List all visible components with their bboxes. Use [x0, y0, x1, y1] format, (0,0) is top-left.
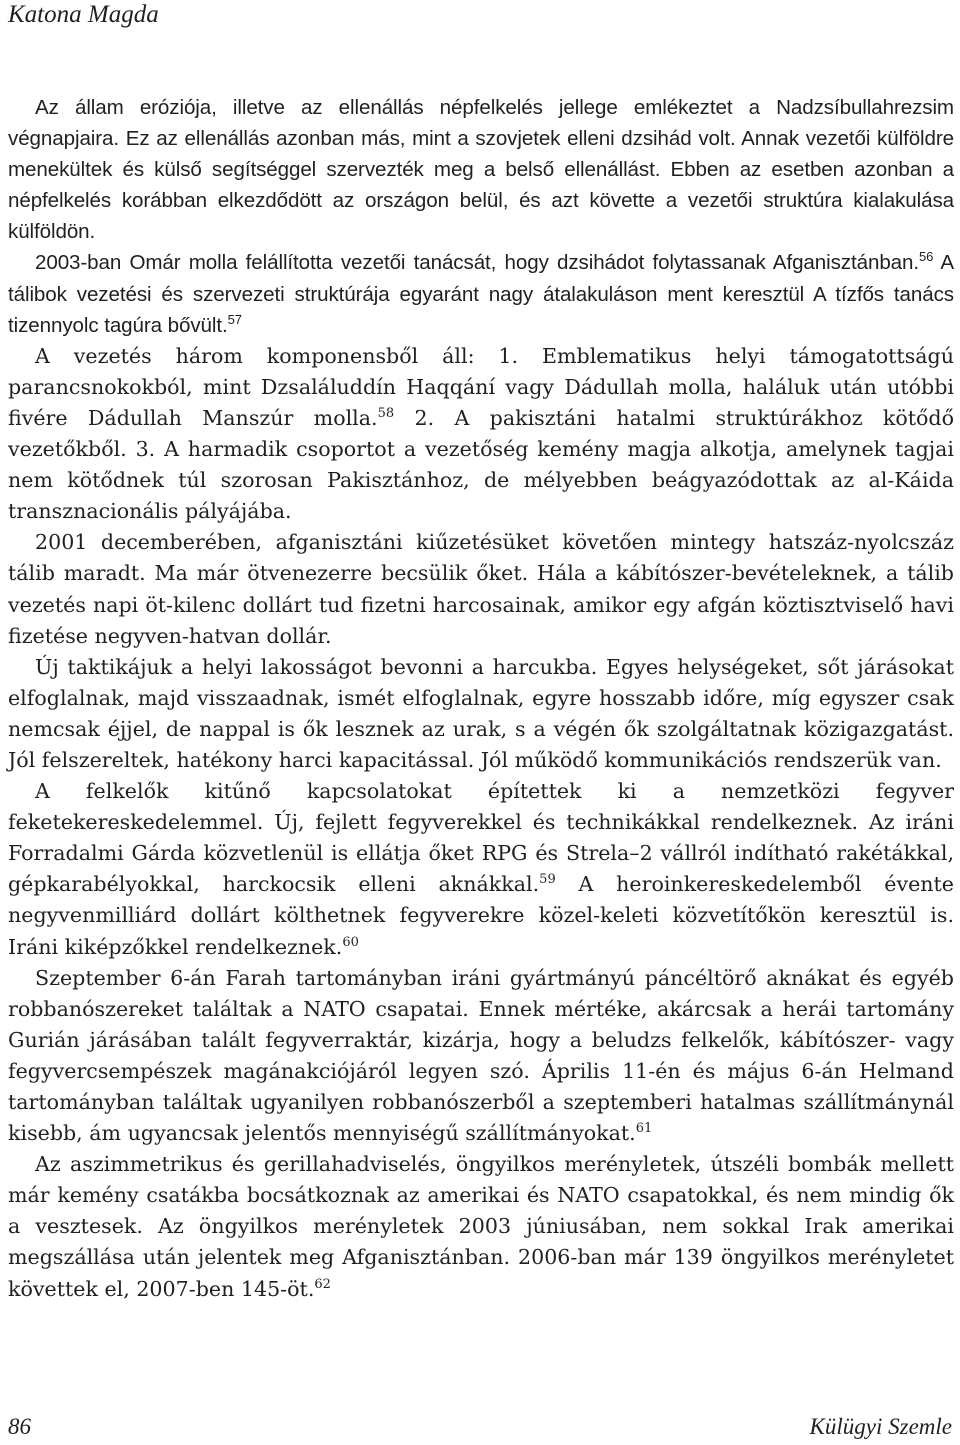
article-body — [8, 92, 954, 1305]
paragraph — [8, 247, 954, 340]
paragraph — [8, 341, 954, 528]
paragraph-text: Új taktikájuk a helyi lakosságot bevonni a harcukba. Egyes helységeket, sőt járásokat elfoglalnak, majd visszaadnak, ismét elfoglalnak, egyre hosszabb időre, míg egyszer csak nemcsak éjjel, de nappal is ők lesznek az urak, s a végén ők szolgáltatnak közigazgatást. Jól felszereltek, hatékony harci kapacitással. Jól működő kommunikációs rendszerük van. — [8, 654, 954, 772]
footnote-ref: 58 — [377, 405, 395, 421]
page-number: 86 — [8, 1414, 31, 1439]
footnote-ref: 62 — [314, 1276, 331, 1292]
footnote-ref: 60 — [342, 934, 359, 950]
footnote-ref: 59 — [539, 872, 556, 888]
paragraph-text: 2. A pakisztáni hatalmi struktúrákhoz kötődő vezetőkből. 3. A harmadik csoportot a vezetőség kemény magja alkotja, amelynek tagjai nem kötődnek túl szorosan Pakisztánhoz, de mélyebben beágyazódottak az al-Káida transznacionális pályájába. — [8, 405, 954, 524]
paragraph-text: Az aszimmetrikus és gerillahadviselés, öngyilkos merényletek, útszéli bombák mellett már kemény csatákba bocsátkoznak az amerikai és NATO csapatokkal, és nem mindig ők a vesztesek. Az öngyilkos merényletek 2003 júniusában, nem sokkal Irak amerikai megszállása után jelentek meg Afganisztánban. 2006-ban már 139 öngyilkos merényletet követtek el, 2007-ben 145-öt. — [8, 1152, 954, 1301]
paragraph-text: A heroinkereskedelemből évente negyvenmilliárd dollárt költhetnek fegyverekre közel-keleti közvetítőkön keresztül is. Iráni kiképzőkkel rendelkeznek. — [8, 872, 954, 959]
paragraph — [8, 652, 954, 776]
paragraph-text: A felkelők kitűnő kapcsolatokat építettek ki a nemzetközi fegyver feketekereskedelemmel. Új, fejlett fegyverekkel és technikákkal rendelkeznek. Az iráni Forradalmi Gárda közvetlenül is ellátja őket RPG és Strela–2 vállról indítható rakétákkal, gépkarabélyokkal, harckocsik elleni aknákkal. — [8, 779, 954, 897]
paragraph-text: Szeptember 6-án Farah tartományban iráni gyártmányú páncéltörő aknákat és egyéb robbanószereket találtak a NATO csapatai. Ennek mértéke, akárcsak a herái tartomány Gurián járásában talált fegyverraktár, kizárja, hogy a beludzs felkelők, kábítószer- vagy fegyvercsempészek magánakciójáról legyen szó. Április 11-én és május 6-án Helmand tartományban találtak ugyanilyen robbanószerből a szeptemberi hatalmas szállítmánynál kisebb, ám ugyancsak jelentős mennyiségű szállítmányokat. — [8, 965, 954, 1146]
paragraph — [8, 527, 954, 651]
paragraph — [8, 963, 954, 1150]
footnote-ref: 56 — [919, 249, 934, 265]
paragraph-text: 2001 decemberében, afganisztáni kiűzetésüket követően mintegy hatszáz-nyolcszáz tálib maradt. Ma már ötvenezerre becsülik őket. Hála a kábítószer-bevételeknek, a tálib vezetés napi öt-kilenc dollárt tud fizetni harcosainak, amikor egy afgán köztisztviselő havi fizetése negyven-hatvan dollár. — [8, 530, 954, 648]
paragraph-text: A tálibok vezetési és szervezeti struktúrája egyaránt nagy átalakuláson ment keresztül A tízfős tanács tizennyolc tagúra bővült. — [8, 251, 954, 337]
paragraph — [8, 92, 954, 247]
paragraph-text: Az állam eróziója, illetve az ellenállás népfelkelés jellege emlékeztet a Nadzsíbullahrezsim végnapjaira. Ez az ellenállás azonban más, mint a szovjetek elleni dzsihád volt. Annak vezetői külföldre menekültek és külső segítséggel szervezték meg a belső ellenállást. Ebben az esetben azonban a népfelkelés korábban elkezdődött az országon belül, és azt követte a vezetői struktúra kialakulása külföldön. — [8, 96, 954, 244]
footnote-ref: 57 — [227, 311, 242, 327]
paragraph — [8, 776, 954, 963]
running-head-author: Katona Magda — [8, 1, 159, 28]
paragraph — [8, 1149, 954, 1304]
footnote-ref: 61 — [635, 1121, 653, 1137]
paragraph-text: A vezetés három komponensből áll: 1. Emblematikus helyi támogatottságú parancsnokokból, mint Dzsaláluddín Haqqání vagy Dádullah molla, haláluk után utóbbi fivére Dádullah Manszúr molla. — [8, 343, 954, 430]
paragraph-text: 2003-ban Omár molla felállította vezetői tanácsát, hogy dzsihádot folytassanak Afganisztánban. — [35, 251, 920, 275]
journal-title: Külügyi Szemle — [809, 1414, 952, 1439]
